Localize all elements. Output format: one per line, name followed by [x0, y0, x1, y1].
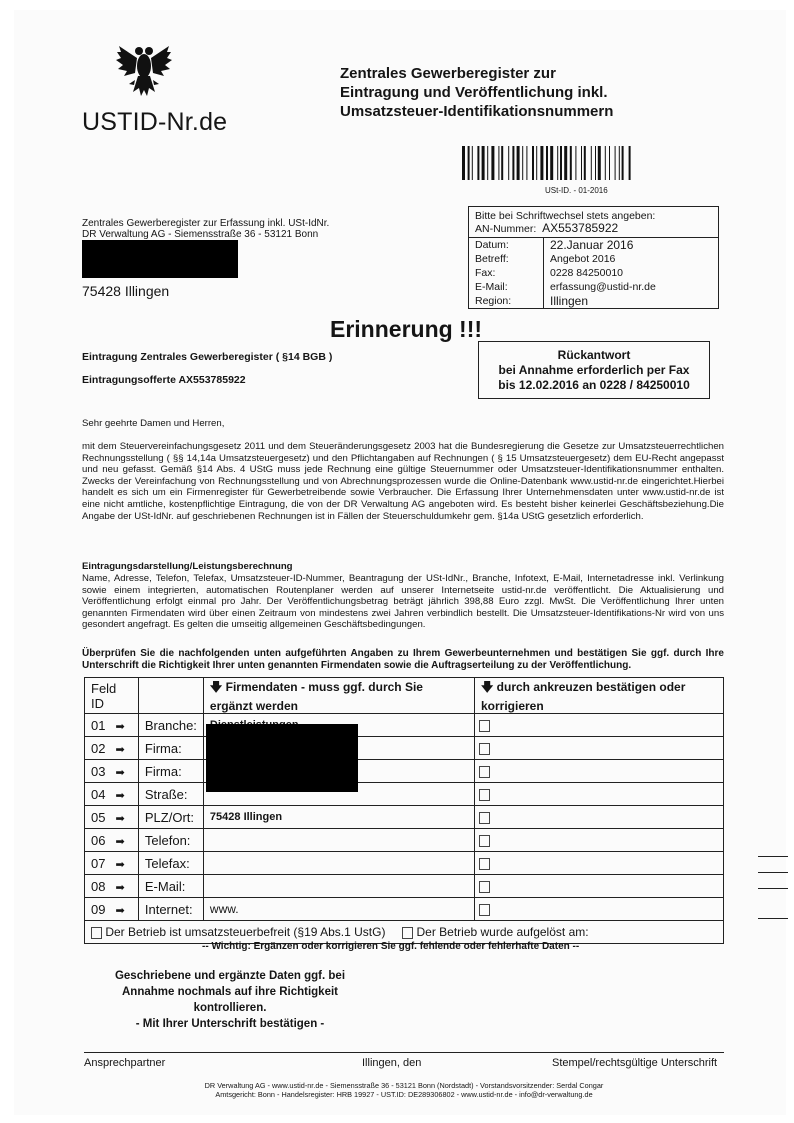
col-blank	[138, 678, 203, 714]
recipient-city: 75428 Illingen	[82, 283, 170, 299]
field-label: Branche:	[138, 714, 203, 737]
eagle-logo-icon	[115, 40, 173, 102]
note-line: kontrollieren.	[193, 1002, 267, 1014]
barcode-caption: USt-ID. - 01-2016	[545, 186, 608, 195]
arrow-right-icon: ➡	[115, 858, 125, 871]
vat-exempt-checkbox[interactable]	[91, 927, 102, 939]
field-id	[85, 760, 139, 783]
salutation: Sehr geehrte Damen und Herren,	[82, 418, 225, 429]
barcode-bar	[591, 146, 592, 180]
reference-row	[469, 280, 718, 294]
barcode-bar	[526, 146, 527, 180]
field-value[interactable]	[203, 875, 474, 898]
an-label: AN-Nummer:	[475, 223, 537, 235]
field-id-number: 04	[91, 786, 106, 802]
barcode-bar	[575, 146, 576, 180]
contact-person-label: Ansprechpartner	[84, 1057, 166, 1069]
confirm-checkbox[interactable]	[479, 766, 490, 778]
reference-note-text: Bitte bei Schriftwechsel stets angeben:	[475, 210, 656, 222]
field-value[interactable]: www.	[203, 898, 474, 921]
an-value: AX553785922	[542, 221, 619, 235]
barcode-bar	[570, 146, 572, 180]
reference-row	[469, 266, 718, 280]
ref-value: Angebot 2016	[550, 253, 616, 265]
place-date-label: Illingen, den	[362, 1057, 422, 1069]
sender-line: Zentrales Gewerberegister zur Erfassung inkl. USt-IdNr.	[82, 218, 330, 229]
field-id-number: 09	[91, 901, 106, 917]
field-id-number: 03	[91, 763, 106, 779]
barcode-bar	[482, 146, 485, 180]
barcode-bar	[550, 146, 553, 180]
field-id	[85, 714, 139, 737]
confirm-checkbox[interactable]	[479, 858, 490, 870]
field-id	[85, 806, 139, 829]
arrow-down-icon: 🡇	[480, 680, 494, 694]
field-id-number: 06	[91, 832, 106, 848]
footer-line: Amtsgericht: Bonn - Handelsregister: HRB 19927 - UST.ID: DE289306802 - www.ustid-nr.de - info@dr-verwaltung.de	[215, 1090, 593, 1099]
table-row	[85, 806, 724, 829]
header-title	[340, 64, 613, 121]
vat-exempt-label: Der Betrieb ist umsatzsteuerbefreit (§19 Abs.1 UstG)	[105, 925, 386, 939]
confirm-checkbox[interactable]	[479, 743, 490, 755]
field-label: Straße:	[138, 783, 203, 806]
confirm-checkbox[interactable]	[479, 835, 490, 847]
footer-line: DR Verwaltung AG - www.ustid-nr.de - Siemensstraße 36 - 53121 Bonn (Nordstadt) - Vorstandsvorsitzender: Serdal Congar	[204, 1081, 604, 1090]
offer-number: Eintragungsofferte AX553785922	[82, 374, 246, 386]
ref-value: 0228 84250010	[550, 267, 623, 279]
signature-line	[84, 1052, 724, 1053]
eintragung-line: Eintragung Zentrales Gewerberegister ( §14 BGB )	[82, 351, 333, 363]
body-paragraph: Name, Adresse, Telefon, Telefax, Umsatzsteuer-ID-Nummer, Beantragung der USt-IdNr., Branche, Infotext, E-Mail, Internetadresse inkl. Verlinkung sowie einem integrierten, automatischen Routenplaner werden auf unserer Internetseite ustid-nr.de veröffentlicht. Die Aktualisierung und Veröffentlichung erfolgt einmal pro Jahr. Der Veröffentlichungsbetrag beträgt jährlich 398,88 Euro zzgl. MwSt. Die Veröffentlichung Ihrer unten genannten Firmendaten wird über einen Zeitraum von mindestens zwei Jahren verbindlich bestellt. Die Umsatzsteuer-Identifikations-Nr wird von uns gesondert angefragt. Es gelten die umseitig allgemeinen Geschäftsbedingungen.	[82, 573, 724, 631]
ref-value: Illingen	[550, 294, 589, 308]
field-value[interactable]	[203, 852, 474, 875]
field-id-number: 01	[91, 717, 106, 733]
headline: Erinnerung !!!	[330, 316, 483, 342]
barcode-bar	[564, 146, 567, 180]
title-line: Eintragung und Veröffentlichung inkl.	[340, 84, 608, 101]
confirm-checkbox[interactable]	[479, 904, 490, 916]
redacted-recipient-name	[82, 240, 238, 278]
field-label: Telefon:	[138, 829, 203, 852]
field-label: Internet:	[138, 898, 203, 921]
dissolved-checkbox[interactable]	[402, 927, 413, 939]
confirmation-note	[100, 968, 360, 1032]
arrow-right-icon: ➡	[115, 789, 125, 802]
col-confirm-label: durch ankreuzen bestätigen oder korrigieren	[480, 680, 686, 713]
section-heading: Eintragungsdarstellung/Leistungsberechnung	[82, 561, 293, 572]
ref-value: 22.Januar 2016	[550, 238, 634, 252]
barcode	[462, 146, 718, 180]
reference-box	[468, 206, 719, 309]
arrow-right-icon: ➡	[115, 743, 125, 756]
barcode-bar	[595, 146, 596, 180]
field-id	[85, 737, 139, 760]
table-header-row	[85, 678, 724, 714]
note-line: Geschriebene und ergänzte Daten ggf. bei	[114, 970, 346, 982]
field-value[interactable]	[203, 829, 474, 852]
barcode-bar	[560, 146, 562, 180]
body-paragraph: mit dem Steuervereinfachungsgesetz 2011 und dem Steueränderungsgesetz 2003 hat die Bundesregierung die Gesetze zur Umsatzsteuerrechtlichen Rechnungsstellung ( §§ 14,14a Umsatzsteuergesetz) und den Pflichtangaben auf Rechnungen ( § 15 Umsatzsteuergesetz) dem EU-Recht angepasst und neu gefasst. Gemäß §14 Abs. 4 UStG muss jede Rechnung eine gültige Steuernummer oder Umsatzsteuer-Identifikationsnummer enthalten. Zwecks der Vereinfachung von Rechnungsstellung und von Abrechnungsprozessen wurde die Online-Datenbank www.ustid-nr.de eingerichtet.Hierbei handelt es sich um ein Firmenregister für Gewerbetreibende sowie Verbraucher. Die Erfassung Ihrer Unternehmensdaten unter www.ustid-nr.de ist eine nicht amtliche, kostenpflichtige Eintragung, die von der DR Verwaltung AG angeboten wird. Es besteht bisher keinerlei Geschäftsbeziehung.Die Angabe der USt-IdNr. auf geschriebenen Rechnungen ist in Fällen der Steuerschuldumkehr gem. §14a UStG gesetzlich erforderlich.	[82, 441, 724, 522]
reference-row	[469, 252, 718, 266]
table-row	[85, 852, 724, 875]
field-label: PLZ/Ort:	[138, 806, 203, 829]
important-note: -- Wichtig: Ergänzen oder korrigieren Sie ggf. fehlende oder fehlerhafte Daten --	[202, 941, 580, 952]
confirm-cell[interactable]	[474, 806, 723, 829]
table-row	[85, 829, 724, 852]
barcode-bar	[532, 146, 534, 180]
field-id	[85, 783, 139, 806]
field-id	[85, 898, 139, 921]
barcode-bar	[536, 146, 537, 180]
barcode-bar	[487, 146, 488, 180]
arrow-right-icon: ➡	[115, 835, 125, 848]
confirm-cell[interactable]	[474, 898, 723, 921]
arrow-down-icon: 🡇	[209, 680, 223, 694]
reply-line: bei Annahme erforderlich per Fax	[498, 363, 690, 377]
col-confirm	[474, 678, 723, 714]
logo-text: USTID-Nr.de	[82, 108, 228, 136]
field-label: Firma:	[138, 737, 203, 760]
title-line: Umsatzsteuer-Identifikationsnummern	[340, 103, 614, 120]
sender-address	[82, 218, 329, 240]
confirm-checkbox[interactable]	[479, 789, 490, 801]
barcode-bar	[629, 146, 631, 180]
company-data-table	[84, 677, 724, 944]
barcode-bar	[581, 146, 582, 180]
table-row	[85, 875, 724, 898]
field-id	[85, 852, 139, 875]
arrow-right-icon: ➡	[115, 881, 125, 894]
col-feld-id: Feld ID	[85, 678, 139, 714]
barcode-bar	[540, 146, 543, 180]
field-label: Telefax:	[138, 852, 203, 875]
field-id	[85, 875, 139, 898]
barcode-bar	[605, 146, 606, 180]
barcode-bar	[517, 146, 520, 180]
fold-mark	[758, 918, 788, 919]
barcode-bar	[462, 146, 465, 180]
col-firmendaten-label: Firmendaten - muss ggf. durch Sie ergänzt werden	[209, 680, 423, 713]
reference-row	[469, 294, 718, 308]
barcode-bar	[472, 146, 473, 180]
footer	[84, 1081, 724, 1099]
confirm-cell[interactable]	[474, 783, 723, 806]
confirm-cell[interactable]	[474, 875, 723, 898]
barcode-bar	[615, 146, 616, 180]
table-row	[85, 760, 724, 783]
table-row	[85, 714, 724, 737]
redacted-company-data	[206, 724, 358, 792]
reference-note	[469, 207, 718, 238]
barcode-bar	[598, 146, 601, 180]
col-firmendaten	[203, 678, 474, 714]
barcode-bar	[522, 146, 523, 180]
arrow-right-icon: ➡	[115, 766, 125, 779]
dissolved-label: Der Betrieb wurde aufgelöst am:	[416, 925, 589, 939]
ref-key: E-Mail:	[469, 280, 544, 294]
field-id-number: 05	[91, 809, 106, 825]
fold-mark	[758, 872, 788, 873]
note-line: - Mit Ihrer Unterschrift bestätigen -	[135, 1018, 325, 1030]
instruction-paragraph: Überprüfen Sie die nachfolgenden unten aufgeführten Angaben zu Ihrem Gewerbeunternehmen und bestätigen Sie ggf. durch Ihre Unterschrift die Richtigkeit Ihrer unten genannten Firmendaten sowie die Auftragserteilung zu der Veröffentlichung.	[82, 648, 724, 671]
reference-table	[469, 238, 718, 308]
table-row	[85, 783, 724, 806]
barcode-bar	[557, 146, 558, 180]
confirm-cell[interactable]	[474, 760, 723, 783]
barcode-bar	[622, 146, 624, 180]
barcode-bar	[512, 146, 514, 180]
an-number	[475, 222, 712, 235]
barcode-bar	[584, 146, 586, 180]
barcode-bar	[508, 146, 509, 180]
arrow-right-icon: ➡	[115, 720, 125, 733]
field-id-number: 07	[91, 855, 106, 871]
ref-value: erfassung@ustid-nr.de	[550, 281, 656, 293]
stamp-signature-label: Stempel/rechtsgültige Unterschrift	[552, 1057, 718, 1069]
barcode-bar	[609, 146, 610, 180]
reply-title: Rückantwort	[557, 348, 631, 362]
barcode-bar	[501, 146, 503, 180]
field-label: E-Mail:	[138, 875, 203, 898]
field-id	[85, 829, 139, 852]
note-line: Annahme nochmals auf ihre Richtigkeit	[122, 986, 338, 998]
field-id-number: 08	[91, 878, 106, 894]
sender-line: DR Verwaltung AG - Siemensstraße 36 - 53121 Bonn	[82, 229, 319, 240]
table-row	[85, 898, 724, 921]
confirm-cell[interactable]	[474, 829, 723, 852]
reference-row	[469, 238, 718, 252]
arrow-right-icon: ➡	[115, 904, 125, 917]
reply-deadline: bis 12.02.2016 an 0228 / 84250010	[498, 378, 690, 392]
ref-key: Region:	[469, 294, 544, 308]
confirm-checkbox[interactable]	[479, 720, 490, 732]
reply-box	[478, 341, 710, 399]
table-row	[85, 737, 724, 760]
arrow-right-icon: ➡	[115, 812, 125, 825]
ref-key: Fax:	[469, 266, 544, 280]
barcode-bar	[619, 146, 620, 180]
fold-mark	[758, 856, 788, 857]
ref-key: Datum:	[469, 238, 544, 252]
field-id-number: 02	[91, 740, 106, 756]
barcode-bar	[498, 146, 499, 180]
barcode-bar	[477, 146, 479, 180]
confirm-cell[interactable]	[474, 737, 723, 760]
barcode-bar	[491, 146, 494, 180]
barcode-bar	[546, 146, 548, 180]
confirm-cell[interactable]	[474, 852, 723, 875]
confirm-checkbox[interactable]	[479, 812, 490, 824]
confirm-checkbox[interactable]	[479, 881, 490, 893]
fold-mark	[758, 888, 788, 889]
barcode-bar	[468, 146, 470, 180]
confirm-cell[interactable]	[474, 714, 723, 737]
title-line: Zentrales Gewerberegister zur	[340, 65, 556, 82]
field-label: Firma:	[138, 760, 203, 783]
ref-key: Betreff:	[469, 252, 544, 266]
field-value[interactable]: 75428 Illingen	[203, 806, 474, 829]
